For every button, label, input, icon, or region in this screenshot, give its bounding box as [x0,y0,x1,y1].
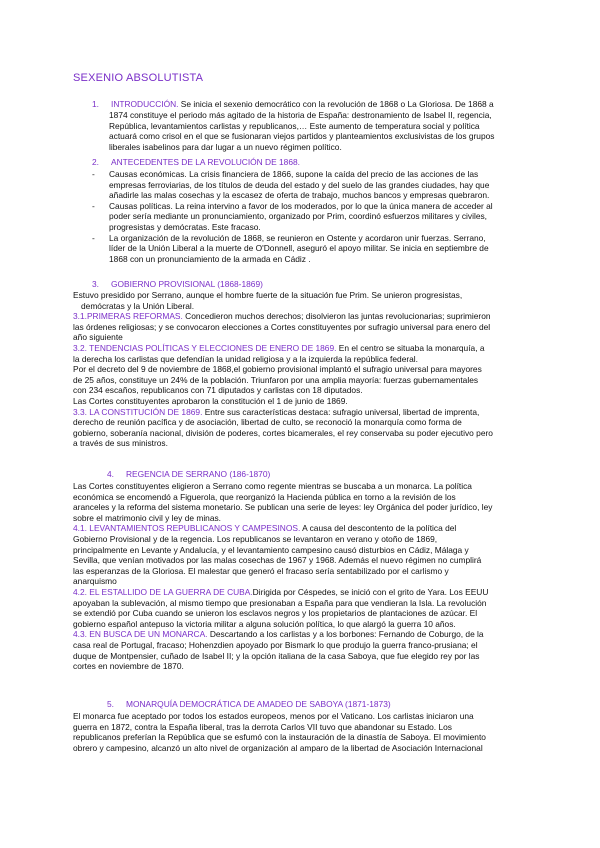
paragraph-line: económica se encomendó a Figuerola, que reorganizó la Hacienda pública en torno a la revisión de los [73,491,456,502]
list-item-line: empresas ferroviarias, de los títulos de deuda del estado y del suelo de las grandes ciudades, hay que [109,179,490,190]
paragraph-line: casa real de Portugal, fracaso; Hohenzdien apoyado por Bismark lo que produjo la guerra franco-prusiana; el [73,639,478,650]
section-gobierno-body [73,290,533,449]
paragraph-line: principalmente en Levante y Andalucía, y el levantamiento campesino causó disturbios en Cádiz, Málaga y [73,544,469,555]
paragraph-text: En el centro se situaba la monarquía, a [336,342,485,353]
paragraph-line: obrero y campesino, alcanzó un alto nivel de organización al amparo de la libertad de Asociación Internacional [73,742,483,753]
paragraph-line: Estuvo presidido por Serrano, aunque el hombre fuerte de la situación fue Prim. Se unieron progresistas, [73,290,463,300]
paragraph-line: republicanos preferían la República que se esfumó con la instauración de la dinastía de Saboya. El movimiento [73,732,486,743]
section-heading: REGENCIA DE SERRANO (186-1870) [126,469,271,479]
paragraph-line: actuará como crisol en el que se fusionaran viejos partidos y planteamientos exclusivistas de los grupos [109,131,495,142]
paragraph-line: sobre el matrimonio civil y ley de minas. [73,512,222,523]
bullet-dash: - [92,200,95,211]
paragraph-line: Por el decreto del 9 de noviembre de 1868,el gobierno provisional implantó el sufragio universal para mayores [73,364,482,375]
paragraph-text: Entre sus características destaca: sufragio universal, libertad de imprenta, [202,406,480,417]
section-heading: GOBIERNO PROVISIONAL (1868-1869) [111,279,263,289]
list-item [92,201,542,233]
list-item-line: añadirle las malas cosechas y la escasez de oferta de trabajo, muchos bancos y empresas quebraron. [109,190,490,201]
paragraph-line: gobierno español antepuso la victoria militar a alguna solución política, lo que alargó la guerra 10 años. [73,618,456,629]
section-number: 3. [92,279,99,289]
paragraph-line: las órdenes religiosas; y se convocaron elecciones a Cortes constituyentes por sufragio universal para enero del [73,321,491,332]
section-number: 1. [92,99,99,109]
bullet-dash: - [92,232,95,243]
subsection-heading: 3.1.PRIMERAS REFORMAS. [73,311,183,322]
paragraph-line: la derecha los carlistas que defendían la unidad religiosa y a la izquierda la república federal. [73,353,418,364]
section-amadeo [92,699,542,710]
paragraph-line: gobierno, soberanía nacional, división de poderes, cortes bicamerales, el rey conservaba su poder ejecutivo pero [73,427,493,438]
paragraph-line: El monarca fue aceptado por todos los estados europeos, menos por el Vaticano. Los carlistas iniciaron una [73,711,474,721]
section-amadeo-body [73,711,533,753]
paragraph-line: apoyaban la sublevación, al mismo tiempo que presionaban a España para que vendieran la Isla. La revolución [73,597,487,608]
paragraph-text: Se inicia el sexenio democrático con la revolución de 1868 o La Gloriosa. De 1868 a [178,99,494,109]
list-item [92,169,542,201]
paragraph-line: liberales isabelinos para dar lugar a un nuevo régimen político. [109,141,342,152]
list-item-line: Causas económicas. La crisis financiera de 1866, supone la caída del precio de las acciones de las [109,169,479,179]
section-regencia [92,469,542,480]
paragraph-text: Descartando a los carlistas y a los borbones: Fernando de Coburgo, de la [207,629,484,640]
paragraph-text: A causa del descontento de la política del [300,523,457,534]
paragraph-line: Sevilla, que venían motivados por las malas cosechas de 1967 y 1968. Además el nuevo régimen no cumplirá [73,555,482,566]
section-number: 2. [92,157,99,167]
subsection-heading: 4.1. LEVANTAMIENTOS REPUBLICANOS Y CAMPESINOS. [73,523,301,534]
list-item-line: La organización de la revolución de 1868, se reunieron en Ostente y acordaron unir fuerzas. Serrano, [109,232,486,243]
paragraph-line: las esperanzas de la Gloriosa. El malestar que generó el fracaso sería sentabilizado por el carlismo y [73,565,449,576]
subsection-heading: 3.3. LA CONSTITUCIÓN DE 1869. [73,406,203,417]
section-antecedentes [92,157,542,168]
section-introduccion [92,99,542,110]
section-introduccion-body [109,110,549,152]
list-item-line: poder sería mediante un pronunciamiento, organizado por Prim, coordinó esfuerzos militares y civiles, [109,211,487,222]
paragraph-line: derecho de reunión pacífica y de asociación, libertad de culto, se reconoció la monarquía como forma de [73,417,462,428]
paragraph-line: Gobierno Provisional y de la regencia. Los republicanos se levantaron en verano y otoño de 1869, [73,533,438,544]
bullet-dash: - [92,169,95,179]
subsection-heading: 3.2. TENDENCIAS POLÍTICAS Y ELECCIONES DE ENERO DE 1869. [73,342,337,353]
paragraph-line: guerra en 1872, contra la España liberal, tras la derrota Carlos VII tuvo que abandonar su Estado. Los [73,721,452,732]
document-title: SEXENIO ABSOLUTISTA [73,72,204,84]
paragraph-line: Las Cortes constituyentes eligieron a Serrano como regente mientras se buscaba a un monarca. La política [73,481,472,491]
paragraph-line: demócratas y la Unión Liberal. [81,300,195,311]
list-item [92,233,542,265]
subsection-heading: 4.3. EN BUSCA DE UN MONARCA. [73,629,208,640]
paragraph-line: aranceles y la reforma del sistema monetario. Se publican una serie de leyes: ley Orgánica del poder jurídico, ley [73,502,493,513]
paragraph-line: año siguiente [73,332,123,343]
paragraph-line: 1874 constituye el periodo más agitado de la historia de España: destronamiento de Isabel II, regencia, [109,110,492,120]
paragraph-line: cortes en noviembre de 1870. [73,661,184,672]
section-gobierno-provisional [92,279,542,290]
section-heading: INTRODUCCIÓN. [111,99,179,109]
section-number: 5. [107,699,114,709]
list-item-line: 1868 con un pronunciamiento de la armada en Cádiz . [109,253,311,264]
paragraph-line: a través de sus ministros. [73,438,168,449]
paragraph-line: anarquismo [73,576,117,587]
list-item-line: progresistas y demócratas. Este fracaso. [109,221,261,232]
section-heading: MONARQUÍA DEMOCRÁTICA DE AMADEO DE SABOYA (1871-1873) [126,699,391,709]
list-item-line: líder de la Unión Liberal a la muerte de O'Donnell, aseguró el apoyo militar. Se inicia en septiembre de [109,243,489,254]
paragraph-line: República, levantamientos carlistas y republicanos,… Este aumento de temperatura social y política [109,120,480,131]
section-number: 4. [107,469,114,479]
paragraph-text: Concedieron muchos derechos; disolvieron las juntas revolucionarias; suprimieron [182,311,491,322]
subsection-heading: 4.2. EL ESTALLIDO DE LA GUERRA DE CUBA. [73,586,253,597]
paragraph-line: duque de Montpensier, cuñado de Isabel II; y la opción italiana de la casa Saboya, que fue elegido rey por las [73,650,480,661]
bullet-list [92,169,542,264]
list-item-line: Causas políticas. La reina intervino a favor de los moderados, por lo que la única manera de acceder al [109,200,493,211]
section-regencia-body [73,481,533,672]
paragraph-line: Las Cortes constituyentes aprobaron la constitución el 1 de junio de 1869. [73,395,348,406]
paragraph-text: Dirigida por Céspedes, se inició con el grito de Yara. Los EEUU [252,586,489,597]
section-heading: ANTECEDENTES DE LA REVOLUCIÓN DE 1868. [111,157,300,167]
paragraph-line: de 25 años, constituye un 24% de la población. Triunfaron por una amplia mayoría: fuerzas gubernamentales [73,374,479,385]
paragraph-line: se extendió por Cuba cuando se unieron los esclavos negros y los propietarios de plantaciones de azúcar. El [73,608,478,619]
paragraph-line: con 234 escaños, republicanos con 71 diputados y carlistas con 18 diputados. [73,385,363,396]
